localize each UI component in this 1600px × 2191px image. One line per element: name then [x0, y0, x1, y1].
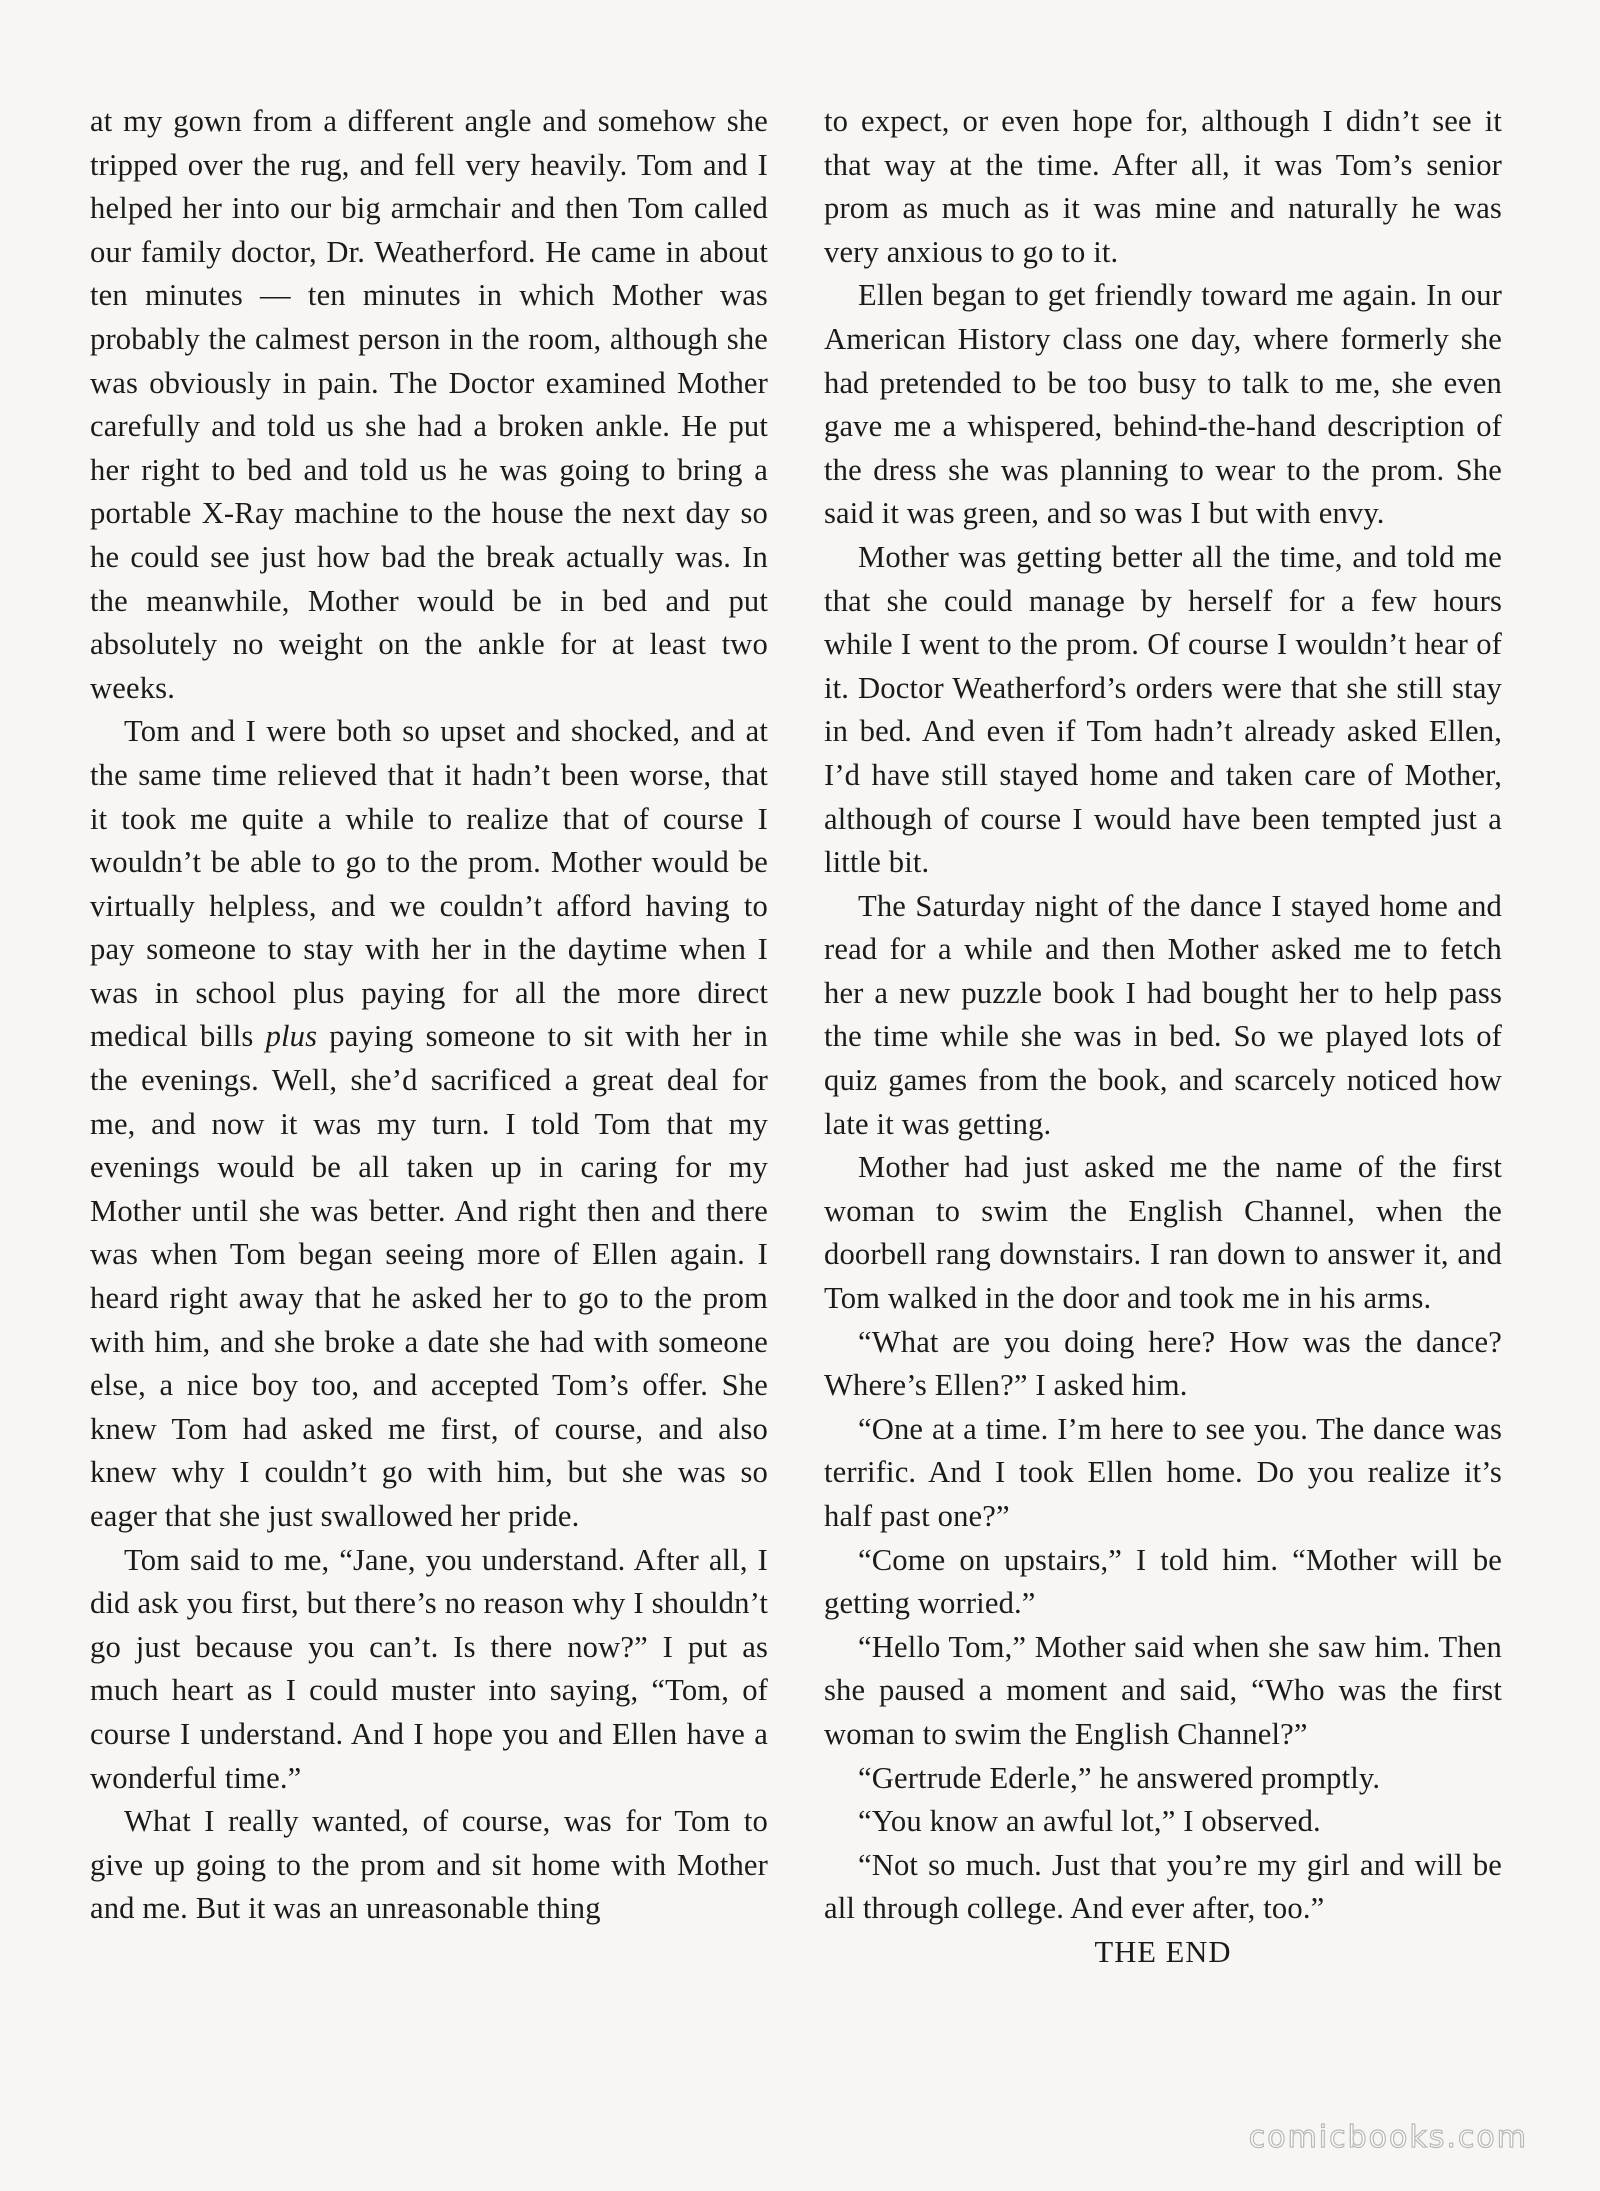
paragraph: “You know an awful lot,” I observed. — [858, 1804, 1321, 1839]
left-column — [90, 100, 768, 1931]
paragraph: at my gown from a different angle and somehow she tripped over the rug, and fell very heavily. Tom and I helped her into our big armchair and then Tom called our family doctor, Dr. Weatherford. He came in about ten minutes — ten minutes in which Mother was probably the calmest person in the room, although she was obviously in pain. The Doctor examined Mother carefully and told us she had a broken ankle. He put her right to bed and told us he was going to bring a portable X-Ray machine to the house the next day so he could see just how bad the break actually was. In the meanwhile, Mother would be in bed and put absolutely no weight on the ankle for at least two weeks. — [90, 104, 768, 705]
paragraph: The Saturday night of the dance I stayed home and read for a while and then Mother asked me to fetch her a new puzzle book I had bought her to help pass the time while she was in bed. So we played lots of quiz games from the book, and scarcely noticed how late it was getting. — [824, 888, 1502, 1141]
paragraph: “Come on upstairs,” I told him. “Mother will be getting worried.” — [824, 1542, 1502, 1621]
paragraph: Tom said to me, “Jane, you understand. After all, I did ask you first, but there’s no reason why I shouldn’t go just because you can’t. Is there now?” I put as much heart as I could muster into saying, “Tom, of course I understand. And I hope you and Ellen have a wonderful time.” — [90, 1542, 768, 1795]
right-column — [824, 100, 1502, 1975]
paragraph-text: paying someone to sit with her in the evenings. Well, she’d sacrificed a great deal for me, and now it was my turn. I told Tom that my evenings would be all taken up in caring for my Mother until she was better. And right then and there was when Tom began seeing more of Ellen again. I heard right away that he asked her to go to the prom with him, and she broke a date she had with someone else, a nice boy too, and accepted Tom’s offer. She knew Tom had asked me first, of course, and also knew why I couldn’t go with him, but she was so eager that she just swallowed her pride. — [90, 1019, 768, 1533]
paragraph: “Not so much. Just that you’re my girl and will be all through college. And ever after, too.” — [824, 1847, 1502, 1926]
paragraph: Mother had just asked me the name of the first woman to swim the English Channel, when the doorbell rang downstairs. I ran down to answer it, and Tom walked in the door and took me in his arms. — [824, 1150, 1502, 1316]
paragraph: “What are you doing here? How was the dance? Where’s Ellen?” I asked him. — [824, 1324, 1502, 1403]
paragraph: Mother was getting better all the time, and told me that she could manage by herself for a few hours while I went to the prom. Of course I wouldn’t hear of it. Doctor Weatherford’s orders were that she still stay in bed. And even if Tom hadn’t already asked Ellen, I’d have still stayed home and taken care of Mother, although of course I would have been tempted just a little bit. — [824, 539, 1502, 880]
paragraph — [90, 710, 768, 1538]
paragraph-text: Tom and I were both so upset and shocked, and at the same time relieved that it hadn’t been worse, that it took me quite a while to realize that of course I wouldn’t be able to go to the prom. Mother would be virtually helpless, and we couldn’t afford having to pay someone to stay with her in the daytime when I was in school plus paying for all the more direct medical bills — [90, 714, 768, 1054]
the-end-label: THE END — [1094, 1934, 1232, 1969]
paragraph: to expect, or even hope for, although I didn’t see it that way at the time. After all, it was Tom’s senior prom as much as it was mine and naturally he was very anxious to go to it. — [824, 104, 1502, 269]
emphasis-text: plus — [265, 1019, 318, 1054]
paragraph: “One at a time. I’m here to see you. The dance was terrific. And I took Ellen home. Do you realize it’s half past one?” — [824, 1411, 1502, 1533]
paragraph: “Gertrude Ederle,” he answered promptly. — [858, 1760, 1381, 1795]
paragraph: Ellen began to get friendly toward me again. In our American History class one day, where formerly she had pretended to be too busy to talk to me, she even gave me a whispered, behind-the-hand description of the dress she was planning to wear to the prom. She said it was green, and so was I but with envy. — [824, 278, 1502, 531]
paragraph: “Hello Tom,” Mother said when she saw him. Then she paused a moment and said, “Who was the first woman to swim the English Channel?” — [824, 1629, 1502, 1751]
paragraph: What I really wanted, of course, was for Tom to give up going to the prom and sit home with Mother and me. But it was an unreasonable thing — [90, 1804, 768, 1926]
watermark: comicbooks.com — [1248, 2120, 1528, 2155]
